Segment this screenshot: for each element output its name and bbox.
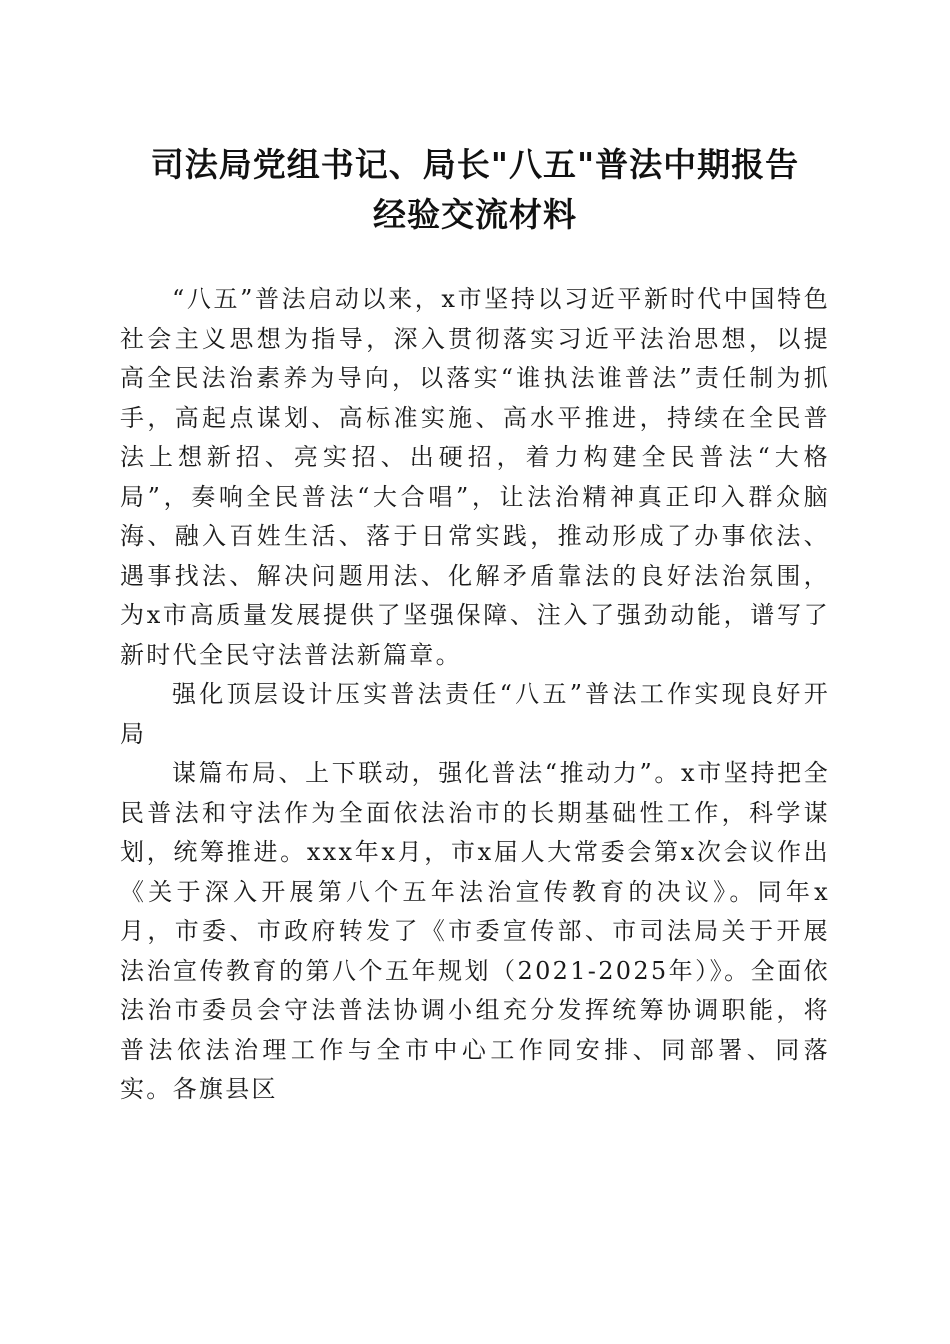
title-line-1: 司法局党组书记、局长"八五"普法中期报告 bbox=[150, 145, 800, 184]
document-title bbox=[100, 140, 850, 240]
title-line-2: 经验交流材料 bbox=[373, 195, 577, 234]
document-body bbox=[120, 280, 830, 1110]
body-paragraph: 谋篇布局、上下联动，强化普法“推动力”。x市坚持把全民普法和守法作为全面依法治市的长期基础性工作，科学谋划，统筹推进。xxx年x月，市x届人大常委会第x次会议作出《关于深入开展第八个五年法治宣传教育的决议》。同年x月，市委、市政府转发了《市委宣传部、市司法局关于开展法治宣传教育的第八个五年规划（2021-2025年）》。全面依法治市委员会守法普法协调小组充分发挥统筹协调职能，将普法依法治理工作与全市中心工作同安排、同部署、同落实。各旗县区 bbox=[120, 759, 830, 1103]
section-heading: 强化顶层设计压实普法责任“八五”普法工作实现良好开局 bbox=[120, 680, 830, 748]
intro-paragraph: “八五”普法启动以来，x市坚持以习近平新时代中国特色社会主义思想为指导，深入贯彻落实习近平法治思想，以提高全民法治素养为导向，以落实“谁执法谁普法”责任制为抓手，高起点谋划、高标准实施、高水平推进，持续在全民普法上想新招、亮实招、出硬招，着力构建全民普法“大格局”，奏响全民普法“大合唱”，让法治精神真正印入群众脑海、融入百姓生活、落于日常实践，推动形成了办事依法、遇事找法、解决问题用法、化解矛盾靠法的良好法治氛围，为x市高质量发展提供了坚强保障、注入了强劲动能，谱写了新时代全民守法普法新篇章。 bbox=[120, 285, 830, 669]
